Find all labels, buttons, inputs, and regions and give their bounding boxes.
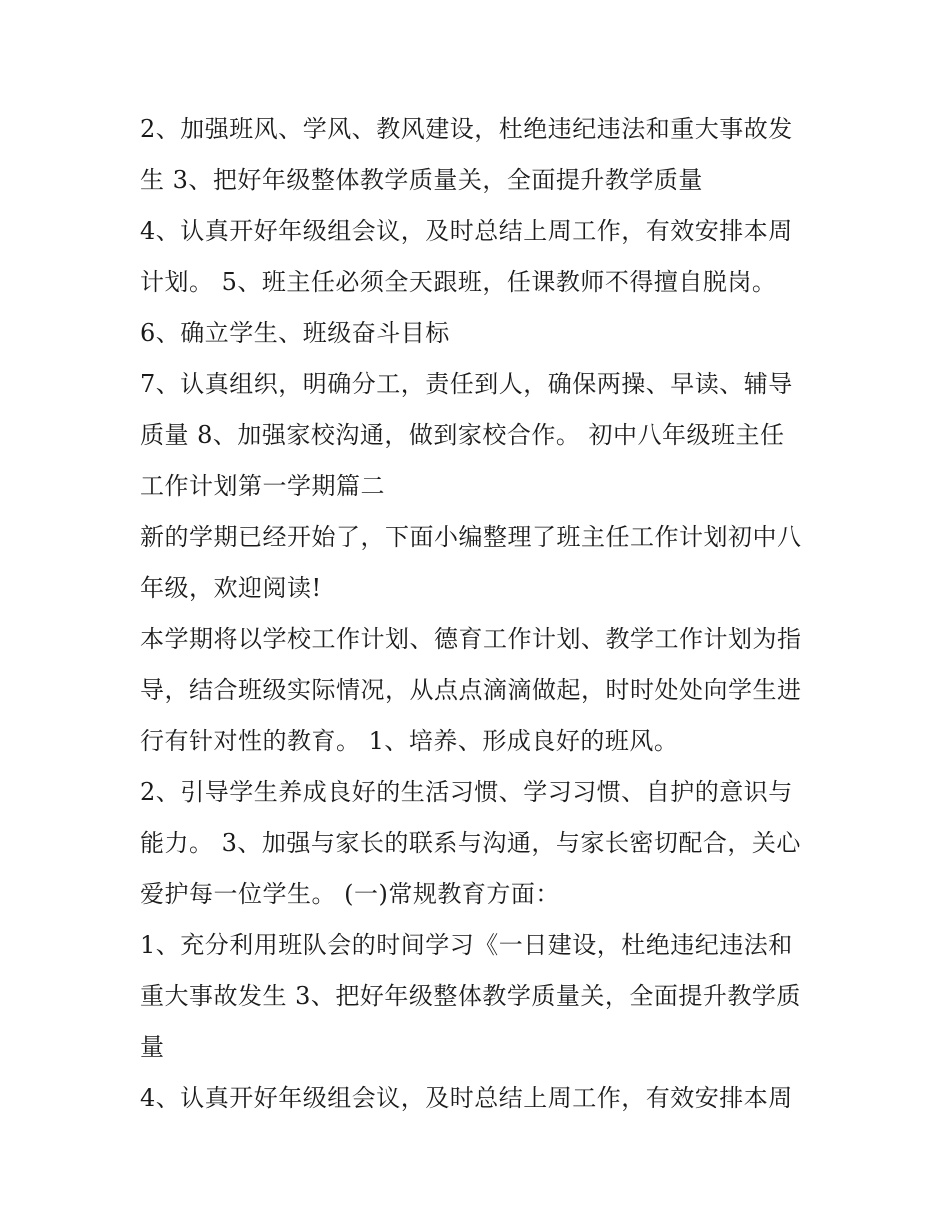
text-line: 质量 8、加强家校沟通，做到家校合作。 初中八年级班主任	[140, 421, 785, 449]
text-line: 新的学期已经开始了，下面小编整理了班主任工作计划初中八	[140, 523, 802, 551]
section-heading-line: 工作计划第一学期篇二	[140, 472, 385, 500]
text-line: 导，结合班级实际情况，从点点滴滴做起，时时处处向学生进	[140, 676, 802, 704]
text-line: 量	[140, 1033, 165, 1061]
text-line: 1、充分利用班队会的时间学习《一日建设，杜绝违纪违法和	[140, 931, 793, 959]
text-line: 4、认真开好年级组会议，及时总结上周工作，有效安排本周	[140, 217, 793, 245]
text-line: 计划。 5、班主任必须全天跟班，任课教师不得擅自脱岗。	[140, 268, 777, 296]
text-line: 重大事故发生 3、把好年级整体教学质量关，全面提升教学质	[140, 982, 801, 1010]
text-line: 7、认真组织，明确分工，责任到人，确保两操、早读、辅导	[140, 370, 793, 398]
text-line: 本学期将以学校工作计划、德育工作计划、教学工作计划为指	[140, 625, 802, 653]
text-line: 能力。 3、加强与家长的联系与沟通，与家长密切配合，关心	[140, 829, 801, 857]
text-line: 6、确立学生、班级奋斗目标	[140, 319, 450, 347]
text-line: 行有针对性的教育。 1、培养、形成良好的班风。	[140, 727, 679, 755]
text-line: 2、引导学生养成良好的生活习惯、学习习惯、自护的意识与	[140, 778, 793, 806]
document-body	[140, 104, 830, 1124]
text-line: 年级，欢迎阅读!	[140, 574, 322, 602]
text-line: 2、加强班风、学风、教风建设，杜绝违纪违法和重大事故发	[140, 115, 793, 143]
text-line: 生 3、把好年级整体教学质量关，全面提升教学质量	[140, 166, 703, 194]
text-line: 爱护每一位学生。 (一)常规教育方面：	[140, 880, 560, 908]
text-line: 4、认真开好年级组会议，及时总结上周工作，有效安排本周	[140, 1084, 793, 1112]
